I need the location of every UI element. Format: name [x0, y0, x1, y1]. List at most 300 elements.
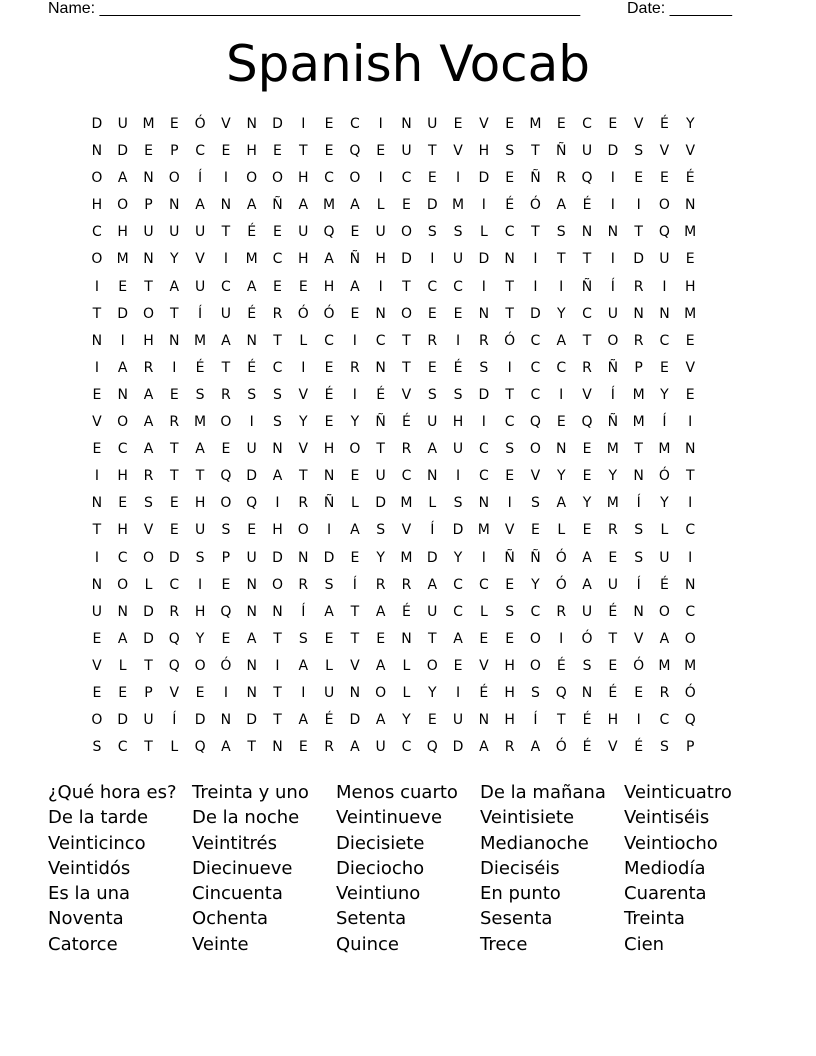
grid-letter: E	[582, 441, 592, 458]
grid-letter: I	[249, 414, 254, 431]
grid-letter: E	[660, 359, 669, 376]
grid-letter: Ó	[633, 657, 645, 674]
grid-letter: U	[143, 712, 154, 729]
grid-letter: A	[298, 712, 309, 729]
grid-letter: V	[504, 522, 515, 539]
grid-letter: S	[427, 224, 437, 241]
grid-letter: A	[427, 441, 438, 458]
word-list-item: Veintinueve	[336, 807, 443, 829]
grid-letter: I	[94, 468, 99, 485]
grid-letter: T	[273, 684, 282, 701]
grid-letter: I	[610, 251, 615, 268]
grid-letter: C	[453, 576, 463, 593]
grid-letter: Ñ	[530, 549, 541, 566]
grid-letter: H	[246, 143, 257, 160]
grid-letter: C	[195, 143, 205, 160]
grid-letter: I	[455, 468, 461, 485]
grid-row	[84, 734, 703, 761]
grid-letter: Ó	[529, 197, 541, 214]
grid-letter: Y	[195, 630, 205, 647]
grid-letter: O	[220, 414, 232, 431]
grid-letter: U	[452, 441, 464, 458]
grid-letter: U	[246, 441, 257, 458]
word-list-item: Es la una	[48, 883, 131, 905]
grid-letter: D	[117, 143, 129, 160]
word-list-item: Mediodía	[624, 857, 706, 879]
grid-letter: V	[633, 116, 644, 132]
grid-letter: U	[401, 143, 412, 160]
grid-letter: V	[401, 386, 412, 403]
grid-letter: Ó	[323, 305, 335, 322]
grid-letter: M	[606, 441, 619, 458]
grid-letter: D	[246, 468, 258, 485]
word-list-item: Treinta	[624, 908, 685, 930]
grid-letter: I	[688, 495, 693, 512]
grid-letter: Y	[556, 305, 566, 322]
grid-letter: E	[221, 630, 231, 647]
grid-letter: V	[195, 251, 205, 268]
grid-letter: É	[402, 603, 411, 620]
grid-letter: É	[634, 739, 644, 756]
grid-letter: I	[559, 278, 564, 295]
grid-letter: H	[452, 414, 464, 431]
grid-letter: S	[479, 359, 489, 376]
grid-letter: E	[685, 386, 695, 403]
grid-letter: U	[143, 224, 154, 241]
grid-letter: C	[478, 468, 489, 485]
grid-letter: Í	[352, 576, 357, 593]
grid-letter: R	[633, 278, 644, 295]
grid-letter: U	[375, 739, 386, 756]
grid-letter: T	[170, 441, 179, 458]
grid-letter: L	[402, 657, 411, 674]
grid-letter: Ó	[297, 305, 309, 322]
grid-letter: C	[401, 170, 412, 187]
grid-letter: C	[272, 251, 283, 268]
grid-letter: T	[402, 359, 411, 376]
grid-letter: O	[297, 522, 309, 539]
grid-letter: N	[272, 739, 283, 756]
grid-letter: L	[144, 576, 153, 593]
grid-letter: T	[350, 603, 360, 620]
grid-letter: M	[684, 657, 697, 674]
grid-letter: S	[531, 684, 540, 701]
grid-letter: T	[556, 251, 566, 268]
grid-letter: I	[636, 197, 641, 214]
grid-letter: A	[143, 386, 154, 403]
grid-letter: O	[658, 603, 670, 620]
grid-letter: M	[400, 549, 413, 566]
grid-letter: E	[221, 143, 231, 160]
grid-letter: R	[350, 359, 360, 376]
grid-letter: E	[350, 468, 360, 485]
grid-letter: U	[298, 224, 309, 241]
grid-letter: Ó	[555, 576, 567, 593]
grid-letter: U	[194, 224, 206, 241]
grid-letter: E	[531, 522, 540, 539]
grid-row	[84, 517, 703, 544]
grid-letter: E	[402, 197, 411, 214]
word-list-item: Veintidós	[48, 857, 131, 879]
grid-letter: I	[455, 684, 461, 701]
grid-letter: I	[378, 170, 383, 187]
grid-row	[84, 301, 703, 328]
grid-letter: I	[455, 332, 461, 349]
grid-letter: I	[455, 170, 461, 187]
grid-letter: O	[375, 684, 387, 701]
grid-letter: C	[117, 441, 128, 458]
grid-row	[84, 680, 703, 707]
grid-letter: T	[685, 468, 695, 485]
grid-letter: T	[531, 224, 540, 241]
grid-letter: E	[324, 359, 334, 376]
grid-letter: D	[452, 522, 464, 539]
grid-letter: M	[684, 224, 697, 241]
grid-letter: É	[608, 603, 618, 620]
grid-letter: D	[143, 603, 154, 620]
grid-letter: U	[452, 712, 464, 729]
grid-letter: N	[349, 684, 361, 701]
grid-letter: Ó	[194, 116, 206, 132]
grid-letter: Ó	[658, 468, 670, 485]
grid-letter: H	[607, 712, 619, 729]
name-field-label: Name: ______________________________________________________	[48, 0, 581, 17]
grid-letter: E	[556, 414, 566, 431]
grid-letter: U	[427, 603, 438, 620]
word-list-item: Veintisiete	[480, 807, 575, 829]
grid-letter: Í	[662, 414, 667, 431]
grid-letter: O	[684, 630, 696, 647]
grid-letter: I	[94, 549, 99, 566]
grid-letter: C	[220, 278, 231, 295]
grid-letter: D	[478, 170, 490, 187]
grid-letter: É	[608, 684, 618, 701]
grid-letter: H	[117, 522, 128, 539]
grid-letter: O	[142, 549, 154, 566]
grid-letter: I	[688, 549, 693, 566]
word-list-item: Cincuenta	[192, 883, 283, 905]
grid-letter: T	[634, 441, 643, 458]
grid-letter: U	[607, 576, 618, 593]
word-list-item: Dieciséis	[480, 857, 560, 879]
grid-letter: T	[92, 305, 102, 322]
grid-letter: S	[144, 495, 153, 512]
grid-letter: T	[376, 441, 385, 458]
grid-letter: A	[453, 630, 463, 647]
grid-letter: O	[271, 170, 283, 187]
grid-letter: Y	[582, 495, 592, 512]
grid-row	[84, 626, 703, 653]
grid-letter: C	[659, 332, 670, 349]
grid-letter: A	[143, 414, 154, 431]
grid-letter: I	[172, 359, 177, 376]
grid-letter: Q	[168, 630, 180, 647]
grid-letter: E	[350, 224, 360, 241]
grid-letter: L	[479, 224, 488, 241]
grid-letter: N	[556, 441, 567, 458]
grid-letter: D	[375, 495, 387, 512]
grid-letter: H	[194, 603, 206, 620]
grid-letter: Í	[610, 278, 615, 295]
grid-letter: A	[246, 630, 257, 647]
grid-letter: D	[91, 116, 103, 132]
grid-letter: N	[246, 332, 257, 349]
grid-letter: R	[272, 305, 283, 322]
word-list-item: Trece	[480, 933, 528, 955]
grid-letter: O	[529, 441, 541, 458]
word-list-item: Treinta y uno	[192, 782, 309, 803]
grid-letter: Í	[533, 712, 538, 729]
grid-letter: V	[92, 414, 102, 431]
grid-letter: T	[273, 630, 282, 647]
grid-letter: E	[169, 116, 179, 132]
grid-letter: R	[169, 414, 180, 431]
word-list-item: Veintitrés	[192, 832, 277, 854]
grid-letter: T	[505, 386, 514, 403]
grid-letter: D	[323, 549, 335, 566]
grid-letter: Y	[350, 414, 360, 431]
grid-letter: O	[168, 170, 180, 187]
grid-letter: U	[117, 116, 128, 132]
grid-letter: E	[608, 549, 618, 566]
grid-letter: H	[684, 278, 696, 295]
grid-letter: R	[478, 332, 489, 349]
grid-letter: A	[117, 170, 128, 187]
grid-letter: N	[684, 441, 696, 458]
grid-letter: D	[530, 305, 541, 322]
grid-letter: Ñ	[349, 251, 361, 268]
grid-letter: N	[91, 143, 103, 160]
grid-letter: I	[533, 278, 538, 295]
grid-letter: P	[634, 359, 643, 376]
grid-letter: C	[117, 549, 128, 566]
grid-letter: E	[427, 305, 437, 322]
grid-letter: É	[247, 305, 257, 322]
grid-letter: Q	[555, 684, 567, 701]
grid-letter: I	[223, 684, 228, 701]
grid-letter: C	[375, 332, 386, 349]
word-list-item: Cuarenta	[624, 883, 707, 905]
grid-letter: O	[117, 576, 129, 593]
grid-letter: I	[481, 414, 486, 431]
grid-letter: R	[298, 576, 309, 593]
grid-letter: T	[170, 468, 179, 485]
grid-letter: I	[327, 522, 332, 539]
grid-row	[84, 246, 703, 273]
grid-letter: Í	[430, 522, 435, 539]
word-list-item: Medianoche	[480, 832, 589, 854]
grid-letter: D	[607, 143, 619, 160]
grid-letter: Ñ	[556, 143, 567, 160]
grid-letter: D	[272, 549, 283, 566]
grid-letter: M	[477, 522, 490, 539]
grid-letter: T	[427, 630, 437, 647]
grid-letter: Y	[453, 549, 463, 566]
grid-letter: O	[607, 332, 619, 349]
grid-letter: S	[634, 549, 644, 566]
word-list-item: De la tarde	[48, 807, 149, 829]
word-list-item: Diecisiete	[336, 832, 425, 854]
grid-letter: D	[401, 251, 412, 268]
grid-letter: D	[194, 712, 206, 729]
grid-letter: N	[169, 197, 180, 214]
grid-letter: V	[530, 468, 541, 485]
grid-letter: Í	[172, 712, 177, 729]
grid-letter: Q	[246, 495, 258, 512]
grid-letter: Y	[531, 576, 540, 593]
grid-letter: N	[246, 603, 257, 620]
grid-letter: T	[144, 278, 153, 295]
grid-letter: A	[556, 495, 567, 512]
grid-letter: E	[634, 170, 644, 187]
grid-letter: U	[659, 251, 670, 268]
grid-letter: C	[478, 576, 489, 593]
grid-letter: E	[118, 684, 128, 701]
grid-letter: V	[298, 386, 309, 403]
grid-letter: P	[144, 684, 153, 701]
grid-letter: A	[169, 278, 180, 295]
grid-letter: E	[582, 522, 592, 539]
grid-letter: R	[298, 495, 309, 512]
grid-letter: E	[169, 522, 179, 539]
word-list-item: Cien	[624, 933, 665, 955]
word-list-item: Veintiuno	[336, 883, 421, 905]
grid-letter: R	[221, 386, 231, 403]
grid-letter: H	[504, 684, 515, 701]
grid-letter: M	[194, 332, 207, 349]
grid-letter: A	[427, 576, 438, 593]
grid-letter: Ó	[220, 657, 232, 674]
word-list-item: Diecinueve	[192, 857, 293, 879]
word-list-item: ¿Qué hora es?	[48, 782, 177, 803]
grid-letter: A	[479, 739, 489, 756]
grid-letter: Y	[556, 468, 566, 485]
grid-letter: I	[301, 684, 306, 701]
grid-letter: N	[117, 386, 128, 403]
grid-letter: I	[94, 278, 99, 295]
grid-letter: E	[685, 251, 695, 268]
grid-letter: S	[634, 522, 644, 539]
grid-letter: É	[556, 657, 566, 674]
grid-letter: O	[271, 576, 283, 593]
grid-letter: É	[479, 684, 489, 701]
grid-letter: C	[530, 386, 541, 403]
grid-letter: O	[220, 495, 232, 512]
word-list-item: Catorce	[48, 933, 118, 955]
grid-letter: H	[91, 197, 103, 214]
word-list-item: Veintiocho	[624, 832, 718, 854]
grid-letter: E	[427, 359, 437, 376]
grid-letter: I	[275, 495, 280, 512]
grid-letter: S	[273, 414, 282, 431]
grid-letter: E	[273, 143, 282, 160]
grid-letter: Ñ	[607, 414, 619, 431]
grid-letter: Q	[529, 414, 541, 431]
grid-letter: R	[556, 603, 567, 620]
grid-letter: S	[298, 630, 308, 647]
grid-letter: C	[349, 116, 360, 132]
grid-letter: M	[452, 197, 465, 214]
grid-letter: L	[557, 522, 566, 539]
grid-letter: M	[116, 251, 129, 268]
grid-letter: N	[684, 576, 696, 593]
grid-letter: N	[607, 224, 619, 241]
grid-letter: N	[401, 116, 412, 132]
grid-letter: Q	[323, 224, 335, 241]
grid-letter: A	[350, 522, 360, 539]
grid-letter: Y	[170, 251, 179, 268]
grid-letter: É	[660, 576, 669, 593]
grid-letter: Y	[376, 549, 385, 566]
grid-letter: H	[504, 657, 515, 674]
grid-letter: N	[91, 576, 103, 593]
grid-letter: Q	[658, 224, 670, 241]
grid-letter: É	[247, 224, 257, 241]
word-list	[48, 780, 768, 957]
grid-row	[84, 572, 703, 599]
grid-letter: A	[246, 197, 257, 214]
grid-letter: C	[401, 468, 412, 485]
grid-letter: E	[92, 386, 102, 403]
grid-letter: Í	[198, 170, 203, 187]
grid-letter: L	[325, 657, 333, 674]
grid-letter: A	[375, 657, 386, 674]
grid-letter: N	[246, 116, 257, 132]
grid-letter: E	[195, 684, 205, 701]
grid-letter: Ó	[555, 739, 567, 756]
grid-letter: R	[427, 332, 438, 349]
grid-letter: A	[582, 549, 592, 566]
grid-letter: E	[350, 305, 360, 322]
grid-row	[84, 165, 703, 192]
grid-letter: T	[195, 468, 205, 485]
grid-letter: T	[634, 224, 643, 241]
grid-letter: S	[634, 143, 644, 160]
word-list-item: En punto	[480, 883, 561, 905]
grid-row	[84, 382, 703, 409]
grid-row	[84, 328, 703, 355]
word-list-item: De la mañana	[480, 782, 606, 803]
grid-letter: Q	[581, 414, 593, 431]
grid-letter: É	[324, 386, 334, 403]
grid-letter: É	[505, 197, 515, 214]
grid-letter: S	[659, 739, 669, 756]
grid-letter: E	[634, 684, 644, 701]
grid-letter: U	[323, 684, 335, 701]
grid-letter: I	[378, 278, 383, 295]
grid-letter: A	[659, 630, 670, 647]
grid-letter: E	[247, 522, 257, 539]
grid-letter: N	[220, 197, 232, 214]
grid-letter: S	[505, 143, 515, 160]
grid-letter: A	[195, 197, 205, 214]
grid-letter: N	[91, 495, 103, 512]
grid-letter: E	[221, 441, 231, 458]
grid-letter: Í	[198, 305, 203, 322]
grid-letter: T	[221, 359, 231, 376]
grid-letter: U	[91, 603, 103, 620]
grid-letter: E	[685, 332, 695, 349]
grid-letter: Ñ	[530, 170, 541, 187]
grid-letter: E	[608, 116, 618, 132]
grid-letter: E	[505, 170, 515, 187]
grid-letter: U	[169, 224, 180, 241]
grid-letter: C	[685, 603, 696, 620]
grid-letter: T	[505, 278, 514, 295]
grid-letter: O	[529, 657, 541, 674]
grid-letter: T	[531, 143, 540, 160]
word-list-item: Veinticinco	[48, 832, 146, 854]
